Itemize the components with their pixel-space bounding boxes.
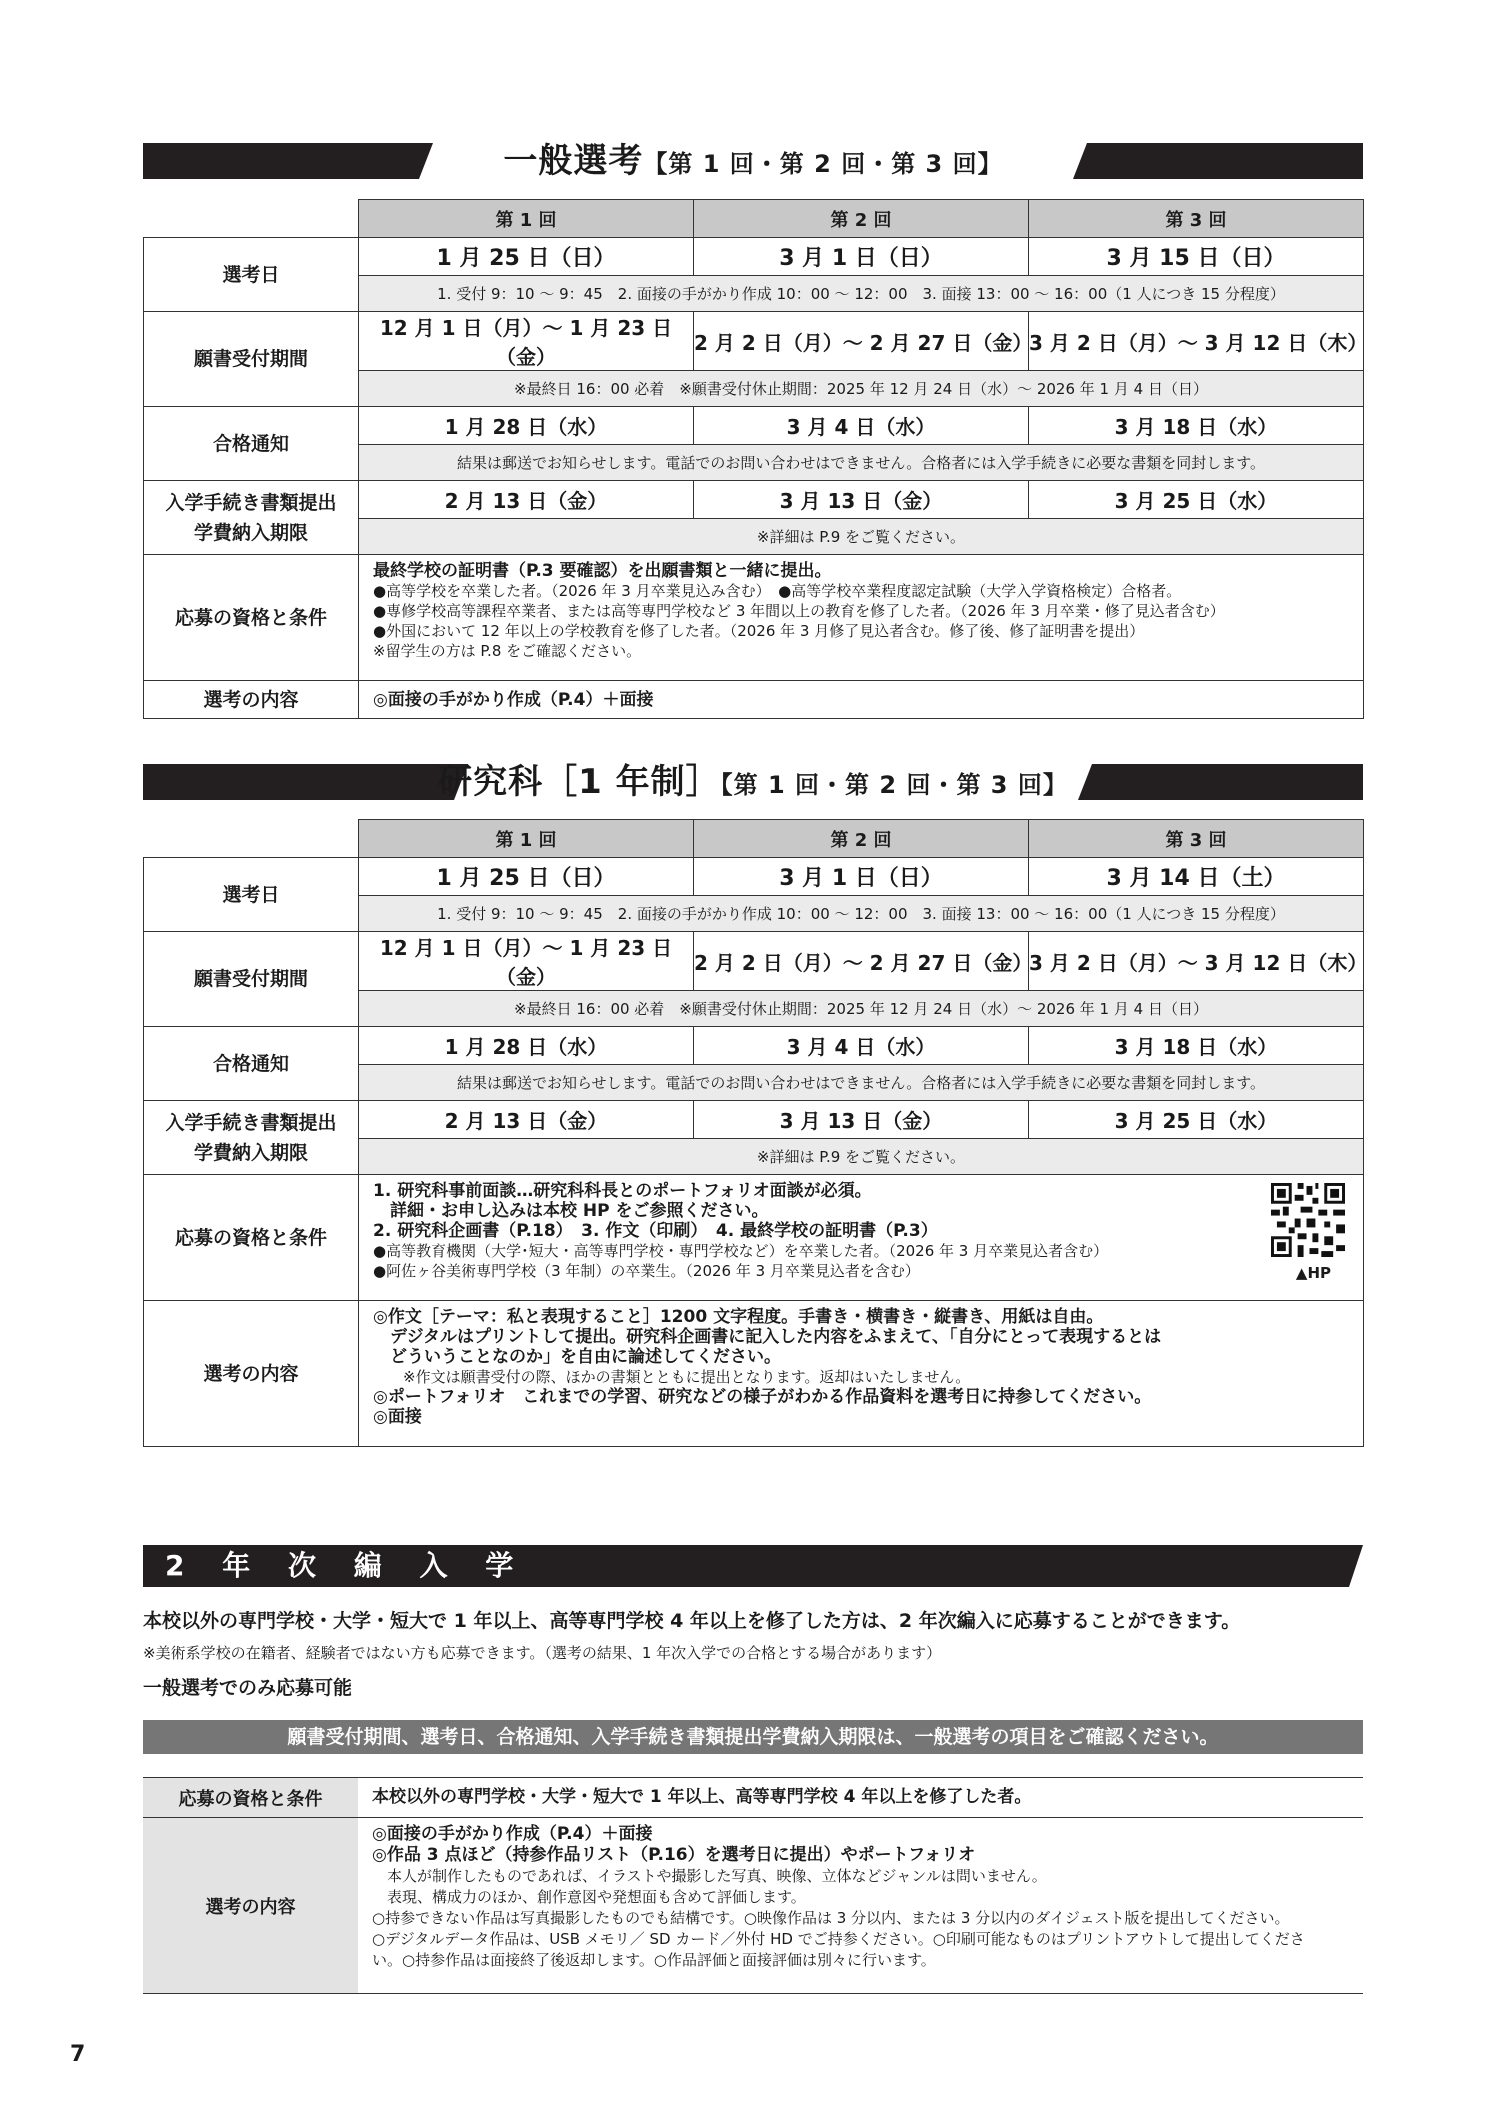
result-date: 3 月 18 日（水） bbox=[1029, 407, 1364, 445]
application-period: 12 月 1 日（月）～ 1 月 23 日（金） bbox=[359, 932, 694, 991]
column-header: 第 1 回 bbox=[359, 200, 694, 238]
column-header: 第 3 回 bbox=[1029, 200, 1364, 238]
general-title: 一般選考【第 1 回・第 2 回・第 3 回】 bbox=[503, 141, 1003, 181]
exam-day-note: 1. 受付 9：10 ～ 9：45 2. 面接の手がかり作成 10：00 ～ 12：00 3. 面接 13：00 ～ 16：00（1 人につき 15 分程度） bbox=[359, 896, 1364, 932]
transfer-note: ※美術系学校の在籍者、経験者ではない方も応募できます。（選考の結果、1 年次入学での合格とする場合があります） bbox=[143, 1644, 942, 1662]
result-note: 結果は郵送でお知らせします。電話でのお問い合わせはできません。合格者には入学手続きに必要な書類を同封します。 bbox=[359, 445, 1364, 481]
research-section-header bbox=[143, 764, 1363, 800]
result-date: 1 月 28 日（水） bbox=[359, 407, 694, 445]
enroll-deadline: 2 月 13 日（金） bbox=[359, 1101, 694, 1139]
result-note: 結果は郵送でお知らせします。電話でのお問い合わせはできません。合格者には入学手続きに必要な書類を同封します。 bbox=[359, 1065, 1364, 1101]
exam-date: 3 月 14 日（土） bbox=[1029, 858, 1364, 896]
research-schedule-table bbox=[143, 819, 1368, 1447]
transfer-table bbox=[143, 1777, 1363, 1994]
row-label-application: 願書受付期間 bbox=[144, 932, 359, 1027]
column-header: 第 2 回 bbox=[694, 820, 1029, 858]
column-header: 第 3 回 bbox=[1029, 820, 1364, 858]
enroll-deadline: 3 月 25 日（水） bbox=[1029, 1101, 1364, 1139]
qualification-text: 本校以外の専門学校・大学・短大で 1 年以上、高等専門学校 4 年以上を修了した者。 bbox=[358, 1778, 1363, 1818]
page-number: 7 bbox=[70, 2042, 86, 2067]
row-label-content: 選考の内容 bbox=[143, 1818, 358, 1994]
row-label-qualification: 応募の資格と条件 bbox=[143, 1778, 358, 1818]
content-text: ◎面接の手がかり作成（P.4）＋面接 ◎作品 3 点ほど（持参作品リスト（P.16）を選考日に提出）やポートフォリオ 本人が制作したものであれば、イラストや撮影した写真、映像、立体などジャンルは問いません。 表現、構成力のほか、創作意図や発想面も含めて評価します。 ○持参できない作品は写真撮影したものでも結構です。○映像作品は 3 分以内、または 3 分以内のダイジェスト版を提出してください。 ○デジタルデータ作品は、USB メモリ／ SD カード／外付 HD でご持参ください。○印刷可能なものはプリントアウトして提出してくださ い。○持参作品は面接終了後返却します。○作品評価と面接評価は別々に行います。 bbox=[358, 1818, 1363, 1994]
enroll-note: ※詳細は P.9 をご覧ください。 bbox=[359, 519, 1364, 555]
result-date: 1 月 28 日（水） bbox=[359, 1027, 694, 1065]
application-note: ※最終日 16：00 必着 ※願書受付休止期間：2025 年 12 月 24 日（水）～ 2026 年 1 月 4 日（日） bbox=[359, 371, 1364, 407]
transfer-title: 2 年 次 編 入 学 bbox=[165, 1549, 528, 1582]
exam-date: 1 月 25 日（日） bbox=[359, 238, 694, 276]
row-label-enroll: 入学手続き書類提出 学費納入期限 bbox=[144, 481, 359, 555]
transfer-section-header bbox=[143, 1545, 1363, 1587]
application-period: 2 月 2 日（月）～ 2 月 27 日（金） bbox=[694, 312, 1029, 371]
row-label-application: 願書受付期間 bbox=[144, 312, 359, 407]
column-header: 第 1 回 bbox=[359, 820, 694, 858]
exam-date: 1 月 25 日（日） bbox=[359, 858, 694, 896]
result-date: 3 月 18 日（水） bbox=[1029, 1027, 1364, 1065]
qualification-text: 最終学校の証明書（P.3 要確認）を出願書類と一緒に提出。 ●高等学校を卒業した者。（2026 年 3 月卒業見込み含む） ●高等学校卒業程度認定試験（大学入学資格検定）合格者。 ●専修学校高等課程卒業者、または高等専門学校など 3 年間以上の教育を修了した者。（2026 年 3 月卒業・修了見込者含む） ●外国において 12 年以上の学校教育を修了した者。（2026 年 3 月修了見込者含む。修了後、修了証明書を提出） ※留学生の方は P.8 をご確認ください。 bbox=[359, 555, 1364, 681]
transfer-info-bar: 願書受付期間、選考日、合格通知、入学手続き書類提出学費納入期限は、一般選考の項目をご確認ください。 bbox=[143, 1720, 1363, 1754]
application-period: 3 月 2 日（月）～ 3 月 12 日（木） bbox=[1029, 932, 1364, 991]
content-text: ◎作文［テーマ：私と表現すること］1200 文字程度。手書き・横書き・縦書き、用紙は自由。 デジタルはプリントして提出。研究科企画書に記入した内容をふまえて、「自分にとって表現するとは どういうことなのか」を自由に論述してください。 ※作文は願書受付の際、ほかの書類とともに提出となります。返却はいたしません。 ◎ポートフォリオ これまでの学習、研究などの様子がわかる作品資料を選考日に持参してください。 ◎面接 bbox=[359, 1301, 1364, 1447]
enroll-deadline: 3 月 13 日（金） bbox=[694, 1101, 1029, 1139]
transfer-only: 一般選考でのみ応募可能 bbox=[143, 1677, 353, 1699]
enroll-deadline: 3 月 25 日（水） bbox=[1029, 481, 1364, 519]
row-label-content: 選考の内容 bbox=[144, 681, 359, 719]
row-label-qualification: 応募の資格と条件 bbox=[144, 555, 359, 681]
application-period: 3 月 2 日（月）～ 3 月 12 日（木） bbox=[1029, 312, 1364, 371]
result-date: 3 月 4 日（水） bbox=[694, 1027, 1029, 1065]
exam-day-note: 1. 受付 9：10 ～ 9：45 2. 面接の手がかり作成 10：00 ～ 12：00 3. 面接 13：00 ～ 16：00（1 人につき 15 分程度） bbox=[359, 276, 1364, 312]
row-label-result: 合格通知 bbox=[144, 407, 359, 481]
row-label-exam-day: 選考日 bbox=[144, 858, 359, 932]
application-note: ※最終日 16：00 必着 ※願書受付休止期間：2025 年 12 月 24 日（水）～ 2026 年 1 月 4 日（日） bbox=[359, 991, 1364, 1027]
exam-date: 3 月 15 日（日） bbox=[1029, 238, 1364, 276]
transfer-intro: 本校以外の専門学校・大学・短大で 1 年以上、高等専門学校 4 年以上を修了した方は、2 年次編入に応募することができます。 bbox=[143, 1610, 1241, 1632]
qr-hp-label: ▲HP bbox=[1295, 1264, 1331, 1282]
result-date: 3 月 4 日（水） bbox=[694, 407, 1029, 445]
enroll-note: ※詳細は P.9 をご覧ください。 bbox=[359, 1139, 1364, 1175]
enroll-deadline: 2 月 13 日（金） bbox=[359, 481, 694, 519]
application-period: 12 月 1 日（月）～ 1 月 23 日（金） bbox=[359, 312, 694, 371]
row-label-exam-day: 選考日 bbox=[144, 238, 359, 312]
row-label-qualification: 応募の資格と条件 bbox=[144, 1175, 359, 1301]
row-label-enroll: 入学手続き書類提出 学費納入期限 bbox=[144, 1101, 359, 1175]
enroll-deadline: 3 月 13 日（金） bbox=[694, 481, 1029, 519]
general-section-header bbox=[143, 143, 1363, 179]
research-title: 研究科［1 年制］【第 1 回・第 2 回・第 3 回】 bbox=[438, 762, 1068, 802]
row-label-result: 合格通知 bbox=[144, 1027, 359, 1101]
column-header: 第 2 回 bbox=[694, 200, 1029, 238]
exam-date: 3 月 1 日（日） bbox=[694, 858, 1029, 896]
content-text: ◎面接の手がかり作成（P.4）＋面接 bbox=[359, 681, 1364, 719]
qualification-text: 1. 研究科事前面談…研究科科長とのポートフォリオ面談が必須。 詳細・お申し込みは本校 HP をご参照ください。 2. 研究科企画書（P.18） 3. 作文（印刷） 4. 最終学校の証明書（P.3） ●高等教育機関（大学･短大・高等専門学校・専門学校など）を卒業した者。（2026 年 3 月卒業見込者含む） ●阿佐ヶ谷美術専門学校（3 年制）の卒業生。（2026 年 3 月卒業見込者を含む） ▲HP bbox=[359, 1175, 1364, 1301]
qr-code-icon[interactable] bbox=[1271, 1183, 1345, 1257]
application-period: 2 月 2 日（月）～ 2 月 27 日（金） bbox=[694, 932, 1029, 991]
general-schedule-table bbox=[143, 199, 1368, 719]
row-label-content: 選考の内容 bbox=[144, 1301, 359, 1447]
exam-date: 3 月 1 日（日） bbox=[694, 238, 1029, 276]
